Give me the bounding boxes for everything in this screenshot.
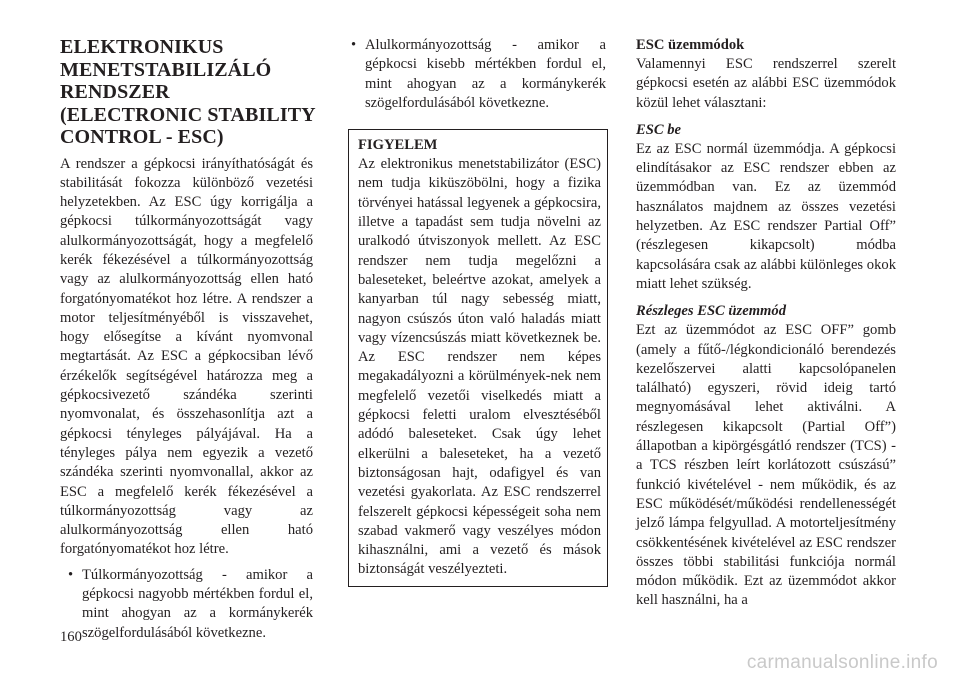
esc-on-title: ESC be — [636, 121, 682, 138]
section-heading — [60, 36, 316, 149]
intro-paragraph: A rendszer a gépkocsi irányíthatóságát és stabilitását fokozza különböző vezetési helyzetekben. Az ESC úgy korrigálja a gépkocsi túlkormányozottságát vagy alulkormányozottságát, hogy a megfelelő kerék fékezésével a túlkormányozottság vagy az alulkormányozottság ellen ható forgatónyomatékot hoz létre. A rendszer a motor teljesítményéből is visszavehet, hogy elősegítse a kívánt nyomvonal megtartását. Az ESC a gépkocsiban lévő érzékelők segítségével határozza meg a gépkocsivezető szándéka szerinti nyomvonalat, és összehasonlítja azt a gépkocsi tényleges pályájával. Ha a tényleges pálya nem egyezik a vezető szándéka szerinti nyomvonallal, akkor az ESC a megfelelő kerék fékezésével a túlkormányozottság vagy az alulkormányozottság ellen ható forgatónyomatékot hoz létre. — [60, 155, 313, 558]
partial-esc-text: Ezt az üzemmódot az ESC OFF” gomb (amely a fűtő-/légkondicionáló berendezés kezelőszervei alatti kapcsolópanelen található) egyszeri, rövid ideig tartó megnyomásával lehet aktiválni. A részlegesen kikapcsolt (Partial Off”) állapotban a kipörgésgátló rendszer (TCS) - a TCS részben leírt korlátozott csúszású” funkció kivételével - nem működik, és az ESC működését/működési rendellenességét jelző lámpa felgyullad. A motorteljesítmény csökkentésének kivételével az ESC rendszer összes többi stabilitási funkciója normál módon működik. Ezt az üzemmódot akkor kell használni, ha a — [636, 322, 896, 609]
heading-line-1: ELEKTRONIKUS — [60, 36, 224, 58]
warning-box — [348, 129, 608, 587]
column-right — [636, 36, 896, 611]
page-number: 160 — [60, 629, 82, 645]
partial-esc-title: Részleges ESC üzemmód — [636, 303, 787, 320]
heading-line-5: CONTROL - ESC) — [60, 126, 224, 148]
bullet-understeer — [343, 36, 606, 113]
bullet-understeer-text: Alulkormányozottság - amikor a gépkocsi kisebb mértékben fordul el, mint ahogyan az a kormánykerék szögelfordulásából következne. — [365, 37, 606, 111]
bullet-oversteer — [60, 566, 313, 643]
heading-line-2: MENETSTABILIZÁLÓ — [60, 58, 272, 81]
esc-on-text: Ez az ESC normál üzemmódja. A gépkocsi elindításakor az ESC rendszer ebben az üzemmódban van. Ez az üzemmód használatos majdnem az összes vezetési helyzetben. Az ESC rendszer Partial Off” (részlegesen kikapcsolt) módba kapcsolására csak az alábbi különleges okok miatt lehet szükség. — [636, 140, 896, 292]
column-left — [60, 36, 316, 643]
watermark: carmanualsonline.info — [746, 652, 938, 673]
bullet-oversteer-text: Túlkormányozottság - amikor a gépkocsi nagyobb mértékben fordul el, mint ahogyan az a kormánykerék szögelfordulásából következne. — [82, 566, 313, 641]
bullet-dot: • — [68, 566, 74, 583]
heading-line-4: (ELECTRONIC STABILITY — [60, 103, 316, 126]
bullet-dot: • — [351, 37, 357, 53]
warning-text: Az elektronikus menetstabilizátor (ESC) nem tudja kiküszöbölni, hogy a fizika törvényei hatással legyenek a gépkocsira, illetve a tapadást sem tudja növelni az uralkodó útviszonyok mellett. Az ESC rendszer nem tudja megelőzni a baleseteket, beleértve azokat, amelyek a kanyarban túl nagy sebesség miatt, nagyon csúszós úton való haladás miatt vagy vízencsúszás miatt következnek be. Az ESC rendszer nem képes megakadályozni a körülmények-nek nem megfelelő vezetői viselkedés miatt a gépkocsi feletti uralom elvesztéséből adódó baleseteket. Csak úgy lehet elkerülni a baleseteket, ha a vezető biztonságosan hajt, odafigyel és van vezetési gyakorlata. Az ESC rendszerrel felszerelt gépkocsi képességeit soha nem szabad vakmerő vagy veszélyes módon kihasználni, ami a vezető és mások biztonságát veszélyezteti. — [358, 156, 601, 578]
esc-modes-intro: Valamennyi ESC rendszerrel szerelt gépkocsi esetén az alábbi ESC üzemmódok közül lehet választani: — [636, 56, 896, 111]
warning-title: FIGYELEM — [358, 137, 438, 154]
heading-line-3: RENDSZER — [60, 81, 170, 103]
column-middle — [343, 36, 606, 587]
esc-modes-title: ESC üzemmódok — [636, 37, 745, 53]
